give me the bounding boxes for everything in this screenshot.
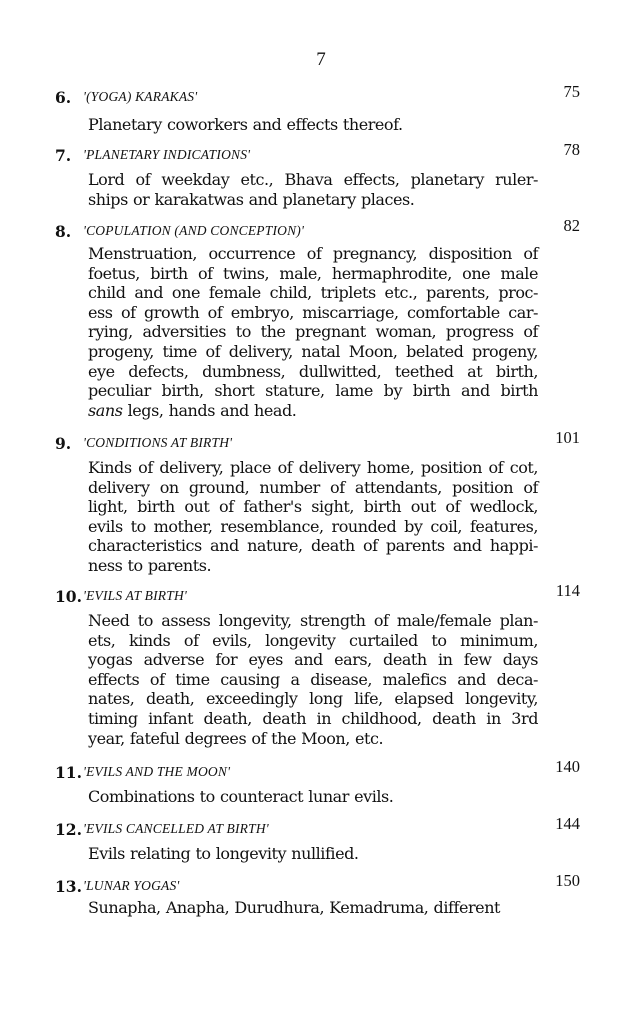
entry-page-number: 150 bbox=[555, 871, 580, 890]
description-line: ets, kinds of evils, longevity curtailed to minimum, bbox=[88, 630, 538, 650]
description-line: Need to assess longevity, strength of male/female plan- bbox=[88, 611, 538, 630]
description-line: evils to mother, resemblance, rounded by coil, features, bbox=[88, 516, 538, 536]
page-number: 7 bbox=[316, 49, 326, 70]
description-line: year, fateful degrees of the Moon, etc. bbox=[88, 728, 384, 748]
description-line: yogas adverse for eyes and ears, death in few days bbox=[88, 650, 538, 670]
description-line: Lord of weekday etc., Bhava effects, planetary ruler- bbox=[88, 170, 538, 189]
entry-title: '(YOGA) KARAKAS' bbox=[83, 89, 198, 104]
entry-number: 7. bbox=[55, 146, 72, 165]
entry-description bbox=[88, 170, 538, 209]
description-line: Sunapha, Anapha, Durudhura, Kemadruma, different bbox=[88, 898, 501, 917]
description-line: progeny, time of delivery, natal Moon, belated progeny, bbox=[88, 341, 538, 361]
description-line: peculiar birth, short stature, lame by birth and birth bbox=[88, 381, 538, 401]
description-line: sans legs, hands and head. bbox=[88, 400, 297, 420]
description-line: eye defects, dumbness, dullwitted, teethed at birth, bbox=[88, 361, 538, 381]
toc-entry-12 bbox=[0, 814, 642, 863]
entry-number: 6. bbox=[55, 88, 72, 107]
description-line: effects of time causing a disease, malefics and deca- bbox=[88, 669, 538, 689]
entry-page-number: 144 bbox=[555, 814, 580, 833]
entry-description bbox=[88, 458, 538, 576]
entry-page-number: 101 bbox=[555, 428, 580, 447]
description-line: foetus, birth of twins, male, hermaphrodite, one male bbox=[88, 263, 538, 283]
description-line: ess of growth of embryo, miscarriage, comfortable car- bbox=[88, 302, 538, 322]
description-line: light, birth out of father's sight, birth out of wedlock, bbox=[88, 497, 538, 517]
entry-description bbox=[88, 244, 538, 420]
entry-title: 'CONDITIONS AT BIRTH' bbox=[83, 435, 233, 450]
entry-page-number: 75 bbox=[563, 82, 580, 101]
entry-description bbox=[88, 898, 538, 918]
description-line: Kinds of delivery, place of delivery home, position of cot, bbox=[88, 458, 538, 477]
description-line: ness to parents. bbox=[88, 555, 212, 575]
description-line: nates, death, exceedingly long life, elapsed longevity, bbox=[88, 689, 538, 709]
entry-description bbox=[88, 844, 538, 864]
toc-entry-13 bbox=[0, 871, 642, 917]
description-line: timing infant death, death in childhood, death in 3rd bbox=[88, 708, 538, 728]
description-line: Combinations to counteract lunar evils. bbox=[88, 787, 394, 806]
entry-page-number: 140 bbox=[555, 757, 580, 776]
entry-title: 'PLANETARY INDICATIONS' bbox=[83, 147, 251, 162]
description-line: Menstruation, occurrence of pregnancy, disposition of bbox=[88, 244, 538, 263]
toc-entry-6 bbox=[0, 82, 642, 134]
description-line: characteristics and nature, death of parents and happi- bbox=[88, 536, 538, 556]
entry-page-number: 82 bbox=[563, 216, 580, 235]
entry-number: 12. bbox=[55, 820, 82, 839]
description-line: Planetary coworkers and effects thereof. bbox=[88, 115, 403, 134]
entry-number: 10. bbox=[55, 587, 82, 606]
toc-entry-10 bbox=[0, 581, 642, 748]
description-line: delivery on ground, number of attendants, position of bbox=[88, 477, 538, 497]
entry-page-number: 114 bbox=[555, 581, 580, 600]
entry-title: 'LUNAR YOGAS' bbox=[83, 878, 180, 893]
entry-number: 8. bbox=[55, 222, 72, 241]
entry-number: 9. bbox=[55, 434, 72, 453]
description-line: rying, adversities to the pregnant woman, progress of bbox=[88, 322, 538, 342]
entry-description bbox=[88, 611, 538, 748]
entry-description bbox=[88, 787, 538, 807]
toc-entry-7 bbox=[0, 140, 642, 209]
entry-title: 'EVILS CANCELLED AT BIRTH' bbox=[83, 821, 269, 836]
toc-entry-11 bbox=[0, 757, 642, 806]
entry-number: 11. bbox=[55, 763, 82, 782]
entry-page-number: 78 bbox=[563, 140, 580, 159]
description-line: ships or karakatwas and planetary places. bbox=[88, 189, 415, 209]
entry-number: 13. bbox=[55, 877, 82, 896]
description-line: child and one female child, triplets etc., parents, proc- bbox=[88, 283, 538, 303]
entry-title: 'EVILS AND THE MOON' bbox=[83, 764, 231, 779]
entry-title: 'COPULATION (AND CONCEPTION)' bbox=[83, 223, 305, 238]
entry-description bbox=[88, 115, 538, 135]
entry-title: 'EVILS AT BIRTH' bbox=[83, 588, 187, 603]
description-line: Evils relating to longevity nullified. bbox=[88, 844, 359, 863]
toc-entry-9 bbox=[0, 428, 642, 575]
toc-entry-8 bbox=[0, 216, 642, 420]
